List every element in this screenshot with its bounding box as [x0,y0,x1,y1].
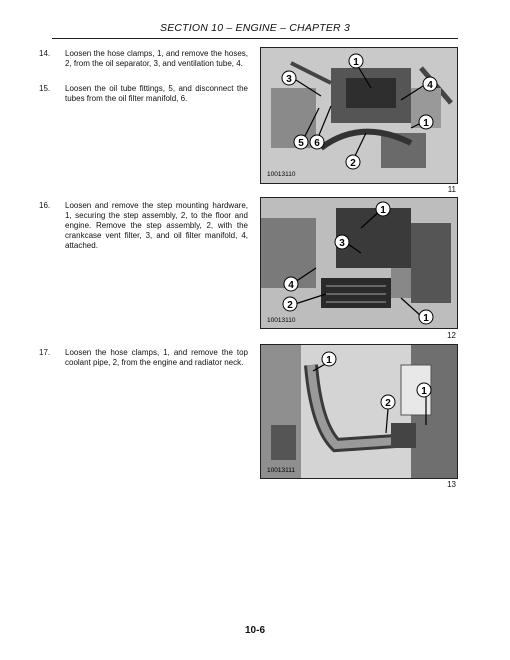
callout-label: 4 [288,280,294,291]
step-number: 15. [39,84,51,93]
figure-number: 11 [447,185,456,194]
figure-11-photo [260,47,458,184]
step-text: Loosen the oil tube fittings, 5, and disconnect the tubes from the oil filter manifold, 6. [65,84,248,103]
callout-marker [284,277,298,291]
callout-marker [282,71,296,85]
callout-label: 5 [298,138,304,149]
page-number: 10-6 [244,625,265,636]
callout-label: 1 [380,205,386,216]
callout-label: 1 [326,355,332,366]
section-header: SECTION 10 – ENGINE – CHAPTER 3 [159,22,350,34]
callout-marker [310,135,324,149]
callout-marker [349,54,363,68]
step-15 [39,84,248,104]
step-text: Loosen the hose clamps, 1, and remove the top coolant pipe, 2, from the engine and radiator neck. [65,348,248,367]
callout-marker [294,135,308,149]
step-text: Loosen the hose clamps, 1, and remove the hoses, 2, from the oil separator, 3, and ventilation tube, 4. [65,49,248,68]
step-16 [39,201,248,251]
callout-marker [335,235,349,249]
step-number: 14. [39,49,51,58]
figure-code: 10013110 [267,171,296,178]
figure-code: 10013110 [267,317,296,324]
callout-label: 3 [286,74,292,85]
callout-label: 3 [339,238,345,249]
figure-code: 10013111 [267,467,295,474]
step-14 [39,49,248,69]
header-rule [52,38,458,39]
callout-marker [283,297,297,311]
callout-label: 1 [421,386,427,397]
callout-marker [381,395,395,409]
callout-marker [376,202,390,216]
step-number: 16. [39,201,51,210]
callout-label: 1 [423,118,429,129]
step-text: Loosen and remove the step mounting hardware, 1, securing the step assembly, 2, to the floor and engine. Remove the step assembly, 2, with the crankcase vent filter, 3, and oil filter manifold, 4, attached. [65,201,248,250]
figure-12-photo [260,197,458,329]
callout-label: 1 [353,57,359,68]
callout-label: 2 [385,398,391,409]
callout-marker [419,115,433,129]
figure-number: 13 [447,480,456,489]
step-number: 17. [39,348,51,357]
callout-marker [346,155,360,169]
callout-marker [417,383,431,397]
step-17 [39,348,248,368]
figure-number: 12 [447,331,456,340]
callout-label: 1 [423,313,429,324]
callout-marker [423,77,437,91]
callout-label: 2 [287,300,293,311]
callout-marker [322,352,336,366]
figure-13-photo [260,344,458,479]
callout-label: 4 [427,80,433,91]
callout-label: 2 [350,158,356,169]
callout-marker [419,310,433,324]
callout-label: 6 [314,138,320,149]
